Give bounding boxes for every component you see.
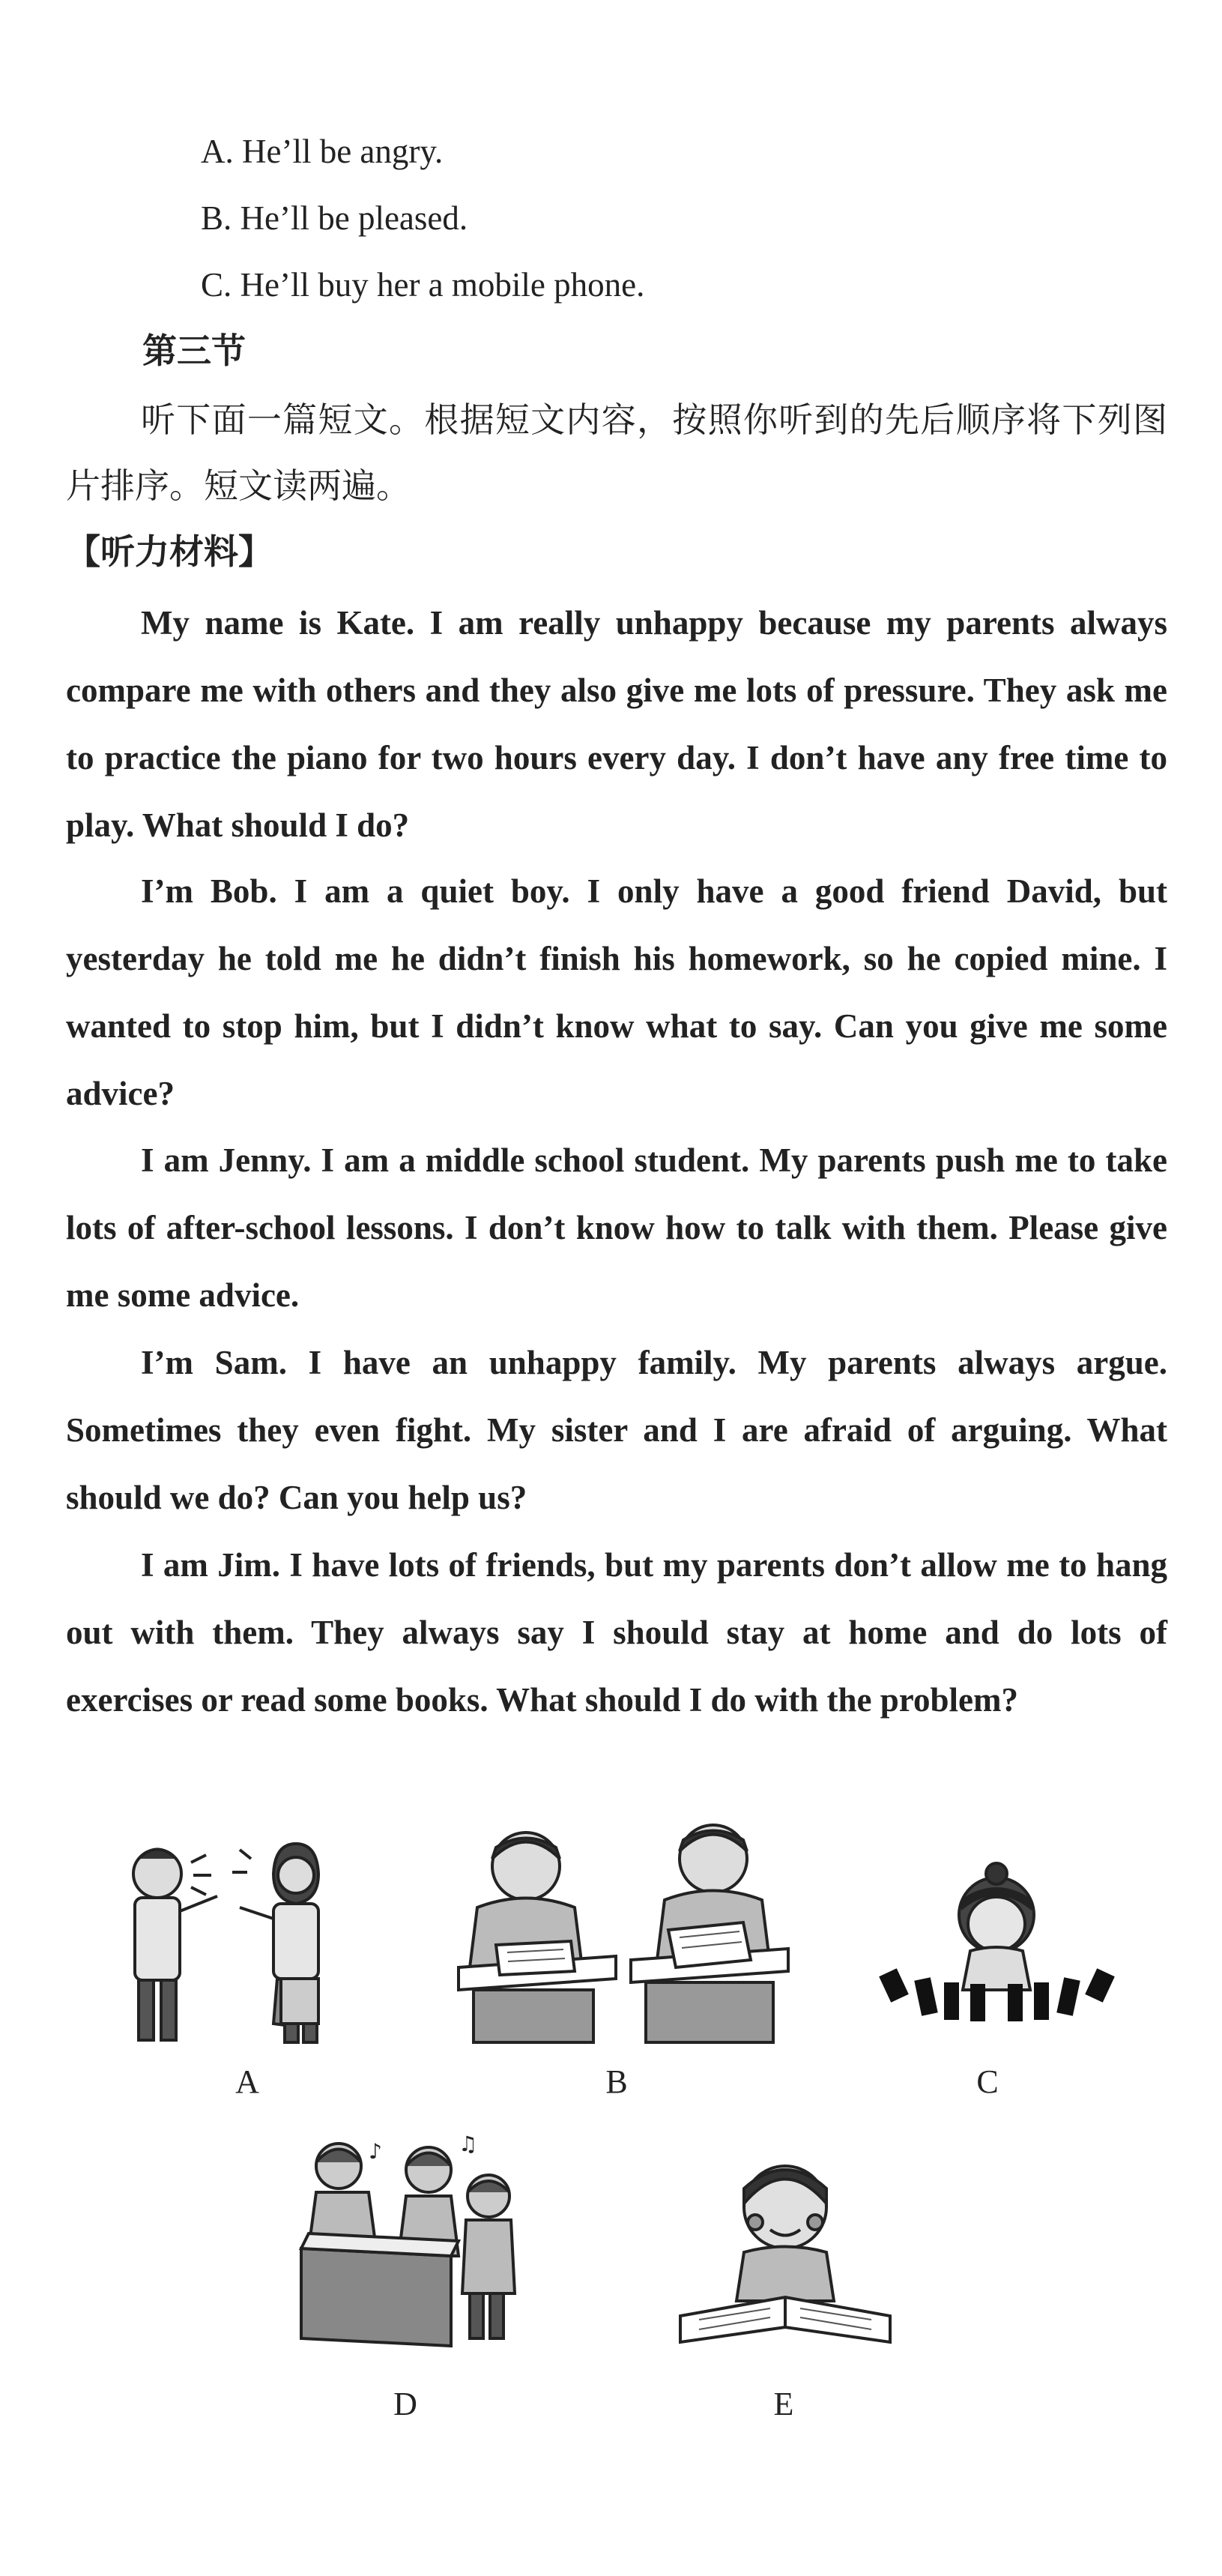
figure-label-e: E	[773, 2386, 794, 2422]
figure-label-d: D	[393, 2386, 417, 2422]
svg-text:♫: ♫	[459, 2132, 478, 2156]
girl-piano-icon	[869, 1855, 1124, 2035]
copying-homework-icon	[444, 1818, 796, 2057]
instruction-text: 听下面一篇短文。根据短文内容，按照你听到的先后顺序将下列图片排序。短文读两遍。	[66, 399, 1167, 506]
figure-label-b: B	[605, 2063, 628, 2100]
music-lesson-icon	[286, 2129, 541, 2353]
paragraph-sam: I’m Sam. I have an unhappy family. My parents always argue. Sometimes they even fight. My sister and I are afraid of arguing. What should we do? Can you help us?	[66, 1344, 1167, 1516]
paragraph-bob: I’m Bob. I am a quiet boy. I only have a good friend David, but yesterday he told me he didn’t finish his homework, so he copied mine. I wanted to stop him, but I didn’t know what to say. Can you give me some advice?	[66, 872, 1167, 1112]
option-b: B. He’ll be pleased.	[201, 199, 468, 237]
option-c: C. He’ll buy her a mobile phone.	[201, 266, 645, 304]
boy-reading-icon	[673, 2151, 898, 2361]
arguing-parents-icon	[105, 1829, 390, 2054]
material-label: 【听力材料】	[66, 531, 273, 572]
paragraph-kate: My name is Kate. I am really unhappy because my parents always compare me with others and they also give me lots of pressure. They ask me to practice the piano for two hours every day. I don’t have any free time to play. What should I do?	[66, 604, 1167, 844]
section-title: 第三节	[142, 331, 246, 371]
paragraph-jim: I am Jim. I have lots of friends, but my parents don’t allow me to hang out with them. They always say I should stay at home and do lots of exercises or read some books. What should I do with the problem?	[66, 1546, 1167, 1719]
figure-label-a: A	[235, 2063, 259, 2100]
svg-text:♪: ♪	[369, 2139, 382, 2164]
paragraph-jenny: I am Jenny. I am a middle school student. My parents push me to take lots of after-school lessons. I don’t know how to talk with them. Please give me some advice.	[66, 1141, 1167, 1314]
option-a: A. He’ll be angry.	[201, 133, 444, 170]
figure-label-c: C	[976, 2063, 999, 2100]
